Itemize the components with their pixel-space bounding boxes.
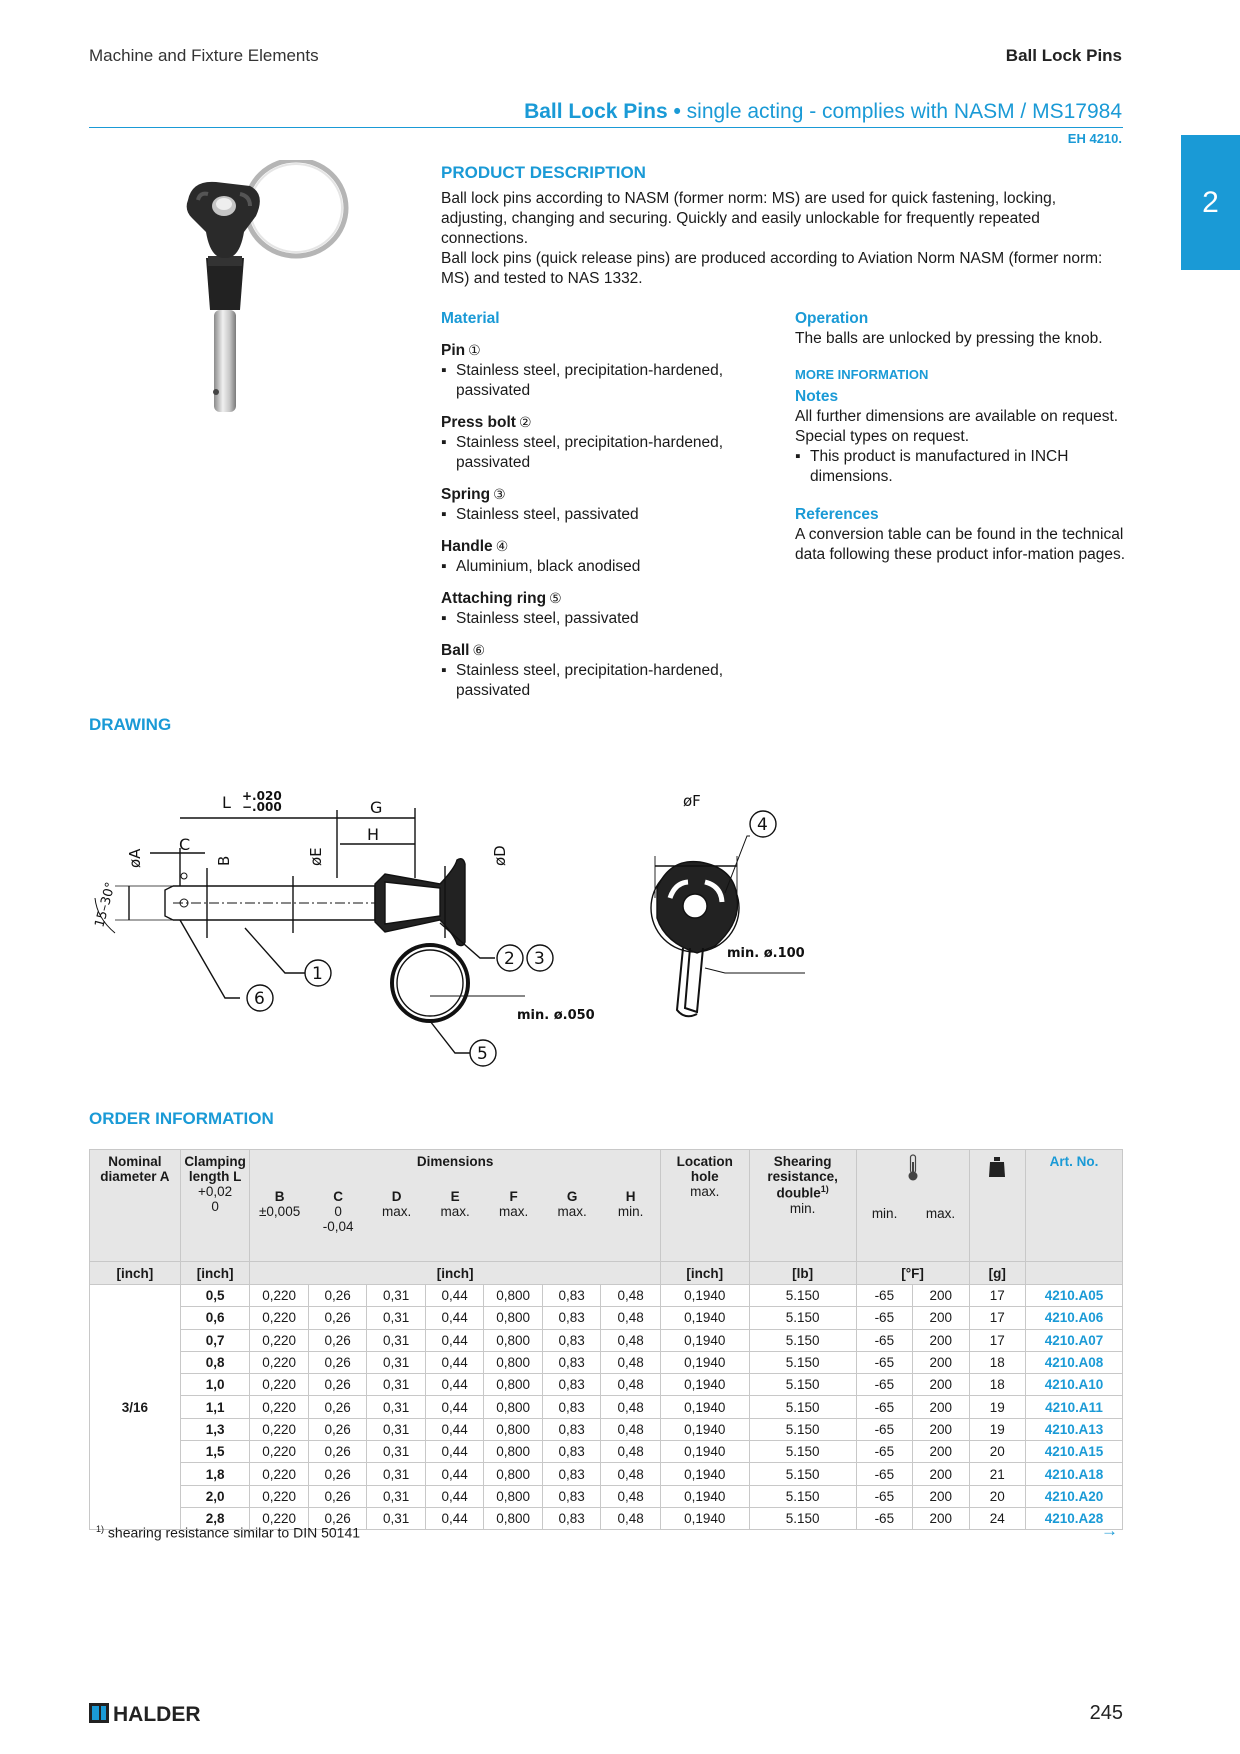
header-B: B ±0,005 [250,1189,309,1234]
header-dimensions [250,1150,661,1262]
cell-E: 0,44 [425,1329,484,1351]
cell-shear: 5.150 [749,1351,856,1373]
cell-tmax: 200 [913,1329,969,1351]
header-G: G max. [543,1189,602,1234]
order-table [89,1149,1123,1530]
cell-C: 0,26 [308,1285,367,1307]
cell-G: 0,83 [542,1307,601,1329]
cell-tmin: -65 [856,1418,912,1440]
next-page-arrow-icon[interactable]: → [1101,1521,1118,1540]
material-bullet: ▪ Aluminium, black anodised [441,557,761,577]
header-temp-min: min. [871,1206,898,1221]
cell-G: 0,83 [542,1329,601,1351]
cell-C: 0,26 [308,1329,367,1351]
header-shearing-sub: min. [789,1200,816,1216]
part-bubble: 4 [757,815,768,835]
cell-G: 0,83 [542,1441,601,1463]
unit-shearing: [lb] [749,1262,856,1285]
cell-F: 0,800 [484,1329,543,1351]
cell-D: 0,31 [367,1485,426,1507]
cell-tmax: 200 [913,1351,969,1373]
cell-F: 0,800 [484,1351,543,1373]
description-text [441,189,1121,289]
cell-B: 0,220 [250,1485,309,1507]
dim-label: G [370,798,383,817]
cell-loc: 0,1940 [660,1396,749,1418]
material-name: Ball [441,642,470,659]
dim-label: min. ø.050 [517,1008,595,1023]
cell-art[interactable]: 4210.A06 [1026,1307,1123,1329]
cell-loc: 0,1940 [660,1307,749,1329]
header-clamping [180,1150,250,1262]
cell-g: 18 [969,1374,1025,1396]
header-clamping-tol1: +0,02 [197,1184,233,1199]
cell-D: 0,31 [367,1396,426,1418]
cell-L: 0,5 [180,1285,250,1307]
header-C: C 0 -0,04 [309,1189,368,1234]
cell-L: 1,8 [180,1463,250,1485]
cell-g: 17 [969,1285,1025,1307]
weight-icon [988,1156,1006,1178]
cell-art[interactable]: 4210.A07 [1026,1329,1123,1351]
cell-C: 0,26 [308,1418,367,1440]
page-number: 245 [1089,1702,1123,1724]
table-row [90,1351,1123,1373]
unit-weight: [g] [969,1262,1025,1285]
references-heading: References [795,506,879,523]
cell-art[interactable]: 4210.A11 [1026,1396,1123,1418]
cell-C: 0,26 [308,1507,367,1529]
material-spring [441,484,761,505]
cell-L: 2,8 [180,1507,250,1529]
cell-D: 0,31 [367,1285,426,1307]
info-column [795,309,1125,565]
cell-tmax: 200 [913,1507,969,1529]
cell-C: 0,26 [308,1396,367,1418]
cell-tmin: -65 [856,1374,912,1396]
cell-B: 0,220 [250,1351,309,1373]
dim-label: C [179,835,191,854]
dim-label: 15–30° [92,880,119,930]
page-title [524,100,1122,124]
header-dimensions-label: Dimensions [416,1154,494,1169]
cell-E: 0,44 [425,1485,484,1507]
material-ball [441,640,761,661]
cell-L: 0,7 [180,1329,250,1351]
pin-tip [165,886,173,920]
cell-L: 0,6 [180,1307,250,1329]
logo-text: HALDER [113,1703,201,1725]
cell-E: 0,44 [425,1507,484,1529]
unit-temperature: [°F] [856,1262,969,1285]
notes-bullet: ▪ This product is manufactured in INCH dimensions. [795,447,1125,487]
cell-B: 0,220 [250,1507,309,1529]
cell-H: 0,48 [601,1396,661,1418]
header-temp-max: max. [925,1206,956,1221]
material-column [441,309,761,701]
cell-B: 0,220 [250,1329,309,1351]
table-row [90,1396,1123,1418]
dim-label: øA [126,848,144,868]
header-shearing [749,1150,856,1262]
cell-B: 0,220 [250,1441,309,1463]
cell-H: 0,48 [601,1507,661,1529]
cell-shear: 5.150 [749,1485,856,1507]
material-heading: Material [441,310,500,327]
cell-F: 0,800 [484,1307,543,1329]
cell-C: 0,26 [308,1374,367,1396]
section-title: Machine and Fixture Elements [89,46,319,65]
part-bubble: 5 [477,1044,488,1064]
table-row [90,1307,1123,1329]
cell-G: 0,83 [542,1485,601,1507]
cell-D: 0,31 [367,1441,426,1463]
table-row [90,1463,1123,1485]
cell-F: 0,800 [484,1485,543,1507]
nominal-diameter-cell: 3/16 [90,1285,181,1530]
cell-H: 0,48 [601,1485,661,1507]
cell-C: 0,26 [308,1441,367,1463]
material-bullet: ▪ Stainless steel, passivated [441,609,761,629]
table-row [90,1418,1123,1440]
cell-B: 0,220 [250,1285,309,1307]
header-nominal: Nominal diameter A [90,1150,181,1262]
header-B-tol: ±0,005 [259,1204,301,1219]
cell-g: 20 [969,1485,1025,1507]
cell-H: 0,48 [601,1374,661,1396]
cell-tmin: -65 [856,1507,912,1529]
technical-drawing [85,748,825,1088]
header-temperature [856,1150,969,1262]
cell-E: 0,44 [425,1463,484,1485]
notes-text-1: All further dimensions are available on request. [795,408,1119,425]
cell-loc: 0,1940 [660,1351,749,1373]
cell-tmax: 200 [913,1485,969,1507]
part-number: ① [468,342,481,358]
cell-art[interactable]: 4210.A10 [1026,1374,1123,1396]
cell-L: 1,1 [180,1396,250,1418]
table-row [90,1329,1123,1351]
cell-g: 19 [969,1418,1025,1440]
cell-g: 21 [969,1463,1025,1485]
cell-L: 2,0 [180,1485,250,1507]
part-bubble: 2 [504,949,515,969]
cell-tmin: -65 [856,1285,912,1307]
page-title-bold: Ball Lock Pins • [524,100,681,123]
cell-shear: 5.150 [749,1307,856,1329]
header-E: E max. [426,1189,485,1234]
cell-E: 0,44 [425,1418,484,1440]
cell-art[interactable]: 4210.A05 [1026,1285,1123,1307]
cell-F: 0,800 [484,1374,543,1396]
unit-art [1026,1262,1123,1285]
cell-shear: 5.150 [749,1329,856,1351]
title-rule [89,127,1123,128]
part-bubble: 1 [312,964,323,984]
header-F: F max. [484,1189,543,1234]
header-location-sub: max. [690,1184,720,1199]
cell-F: 0,800 [484,1396,543,1418]
cell-G: 0,83 [542,1285,601,1307]
header-H-sub: min. [617,1204,644,1219]
part-bubble: 6 [254,989,265,1009]
drawing-heading: DRAWING [89,715,172,734]
references-text: A conversion table can be found in the technical data following these product infor-mation pages. [795,526,1126,563]
cell-G: 0,83 [542,1374,601,1396]
cell-E: 0,44 [425,1396,484,1418]
header-D-sub: max. [381,1204,412,1219]
table-row [90,1285,1123,1307]
cell-E: 0,44 [425,1307,484,1329]
cell-art[interactable]: 4210.A15 [1026,1441,1123,1463]
cell-tmax: 200 [913,1307,969,1329]
header-weight [969,1150,1025,1262]
cell-tmin: -65 [856,1307,912,1329]
header-shearing-sup: 1) [820,1184,829,1194]
description-p2: Ball lock pins (quick release pins) are produced according to Aviation Norm NASM (former norm: MS) and tested to NAS 1332. [441,250,1103,287]
part-bubble: 3 [534,949,545,969]
cell-L: 1,3 [180,1418,250,1440]
cell-D: 0,31 [367,1307,426,1329]
cell-B: 0,220 [250,1463,309,1485]
cell-shear: 5.150 [749,1441,856,1463]
cell-F: 0,800 [484,1507,543,1529]
product-photo [170,160,370,420]
material-name: Spring [441,486,491,503]
header-art-no: Art. No. [1026,1150,1123,1262]
unit-location: [inch] [660,1262,749,1285]
cell-g: 17 [969,1329,1025,1351]
cell-tmax: 200 [913,1374,969,1396]
unit-clamping: [inch] [180,1262,250,1285]
cell-G: 0,83 [542,1507,601,1529]
description-p1: Ball lock pins according to NASM (former norm: MS) are used for quick fastening, locking, adjusting, changing and securing. Quickly and easily unlockable for frequently repeated connections. [441,190,1057,247]
cell-F: 0,800 [484,1463,543,1485]
cell-tmin: -65 [856,1351,912,1373]
header-E-sub: max. [440,1204,470,1219]
cell-shear: 5.150 [749,1463,856,1485]
cell-D: 0,31 [367,1507,426,1529]
cell-G: 0,83 [542,1418,601,1440]
cell-shear: 5.150 [749,1507,856,1529]
order-table-body [90,1285,1123,1530]
chapter-title: Ball Lock Pins [1005,46,1122,65]
cell-H: 0,48 [601,1351,661,1373]
cell-g: 19 [969,1396,1025,1418]
dim-label: +.020 [242,789,282,803]
dim-label: B [215,855,233,866]
cell-shear: 5.150 [749,1374,856,1396]
cell-loc: 0,1940 [660,1418,749,1440]
material-handle [441,536,761,557]
cell-B: 0,220 [250,1418,309,1440]
cell-shear: 5.150 [749,1396,856,1418]
part-number: ④ [495,538,509,554]
operation-text: The balls are unlocked by pressing the knob. [795,330,1103,347]
cell-tmax: 200 [913,1285,969,1307]
material-press-bolt [441,412,761,433]
header-location-label: Location hole [676,1154,733,1184]
part-number: ⑥ [472,642,485,658]
order-heading: ORDER INFORMATION [89,1109,274,1128]
cell-loc: 0,1940 [660,1441,749,1463]
cell-F: 0,800 [484,1285,543,1307]
header-clamping-label: Clamping length L [184,1154,246,1184]
footnote-text: shearing resistance similar to DIN 50141 [104,1524,361,1541]
cell-B: 0,220 [250,1396,309,1418]
notes-text-2: Special types on request. [795,428,970,445]
cell-F: 0,800 [484,1441,543,1463]
cell-shear: 5.150 [749,1285,856,1307]
header-location-hole [660,1150,749,1262]
product-code: EH 4210. [1067,131,1122,146]
footnote [96,1524,360,1541]
cell-L: 1,5 [180,1441,250,1463]
cell-D: 0,31 [367,1418,426,1440]
dim-label: øD [491,845,509,866]
material-bullet: ▪ Stainless steel, passivated [441,505,761,525]
cell-tmin: -65 [856,1396,912,1418]
cell-loc: 0,1940 [660,1485,749,1507]
header-H: H min. [601,1189,660,1234]
cell-G: 0,83 [542,1351,601,1373]
cell-E: 0,44 [425,1351,484,1373]
cell-H: 0,48 [601,1329,661,1351]
header-shearing-label: Shearing resistance, double$^{1)}$ [767,1154,838,1201]
cell-tmax: 200 [913,1441,969,1463]
cell-g: 24 [969,1507,1025,1529]
cell-loc: 0,1940 [660,1374,749,1396]
cell-tmax: 200 [913,1463,969,1485]
dim-label: H [367,825,380,844]
cell-H: 0,48 [601,1418,661,1440]
cell-loc: 0,1940 [660,1285,749,1307]
page-title-rest: single acting - complies with NASM / MS17984 [680,100,1122,123]
material-bullet: ▪ Stainless steel, precipitation-hardened, passivated [441,661,761,701]
cell-D: 0,31 [367,1351,426,1373]
header-C-tol1: 0 [334,1204,342,1219]
cell-C: 0,26 [308,1351,367,1373]
header-D: D max. [367,1189,426,1234]
cell-D: 0,31 [367,1329,426,1351]
cell-L: 1,0 [180,1374,250,1396]
header-G-sub: max. [557,1204,587,1219]
cell-art[interactable]: 4210.A13 [1026,1418,1123,1440]
cell-tmin: -65 [856,1441,912,1463]
chapter-tab[interactable]: 2 [1181,135,1240,270]
cell-H: 0,48 [601,1285,661,1307]
more-info-heading: MORE INFORMATION [795,367,929,382]
halder-logo [89,1701,224,1725]
part-number: ⑤ [549,590,562,606]
table-row [90,1485,1123,1507]
operation-heading: Operation [795,310,869,327]
cell-loc: 0,1940 [660,1329,749,1351]
table-row [90,1441,1123,1463]
cell-E: 0,44 [425,1374,484,1396]
cell-g: 17 [969,1307,1025,1329]
cell-E: 0,44 [425,1285,484,1307]
cell-g: 20 [969,1441,1025,1463]
dim-label: min. ø.100 [727,946,805,961]
material-name: Pin [441,342,466,359]
cell-L: 0,8 [180,1351,250,1373]
description-heading: PRODUCT DESCRIPTION [441,163,646,182]
dim-label: L [222,793,231,812]
header-C-tol2: -0,04 [322,1219,354,1234]
cell-H: 0,48 [601,1463,661,1485]
header-F-sub: max. [498,1204,529,1219]
part-number: ③ [493,486,506,502]
cell-tmax: 200 [913,1396,969,1418]
cell-g: 18 [969,1351,1025,1373]
cell-C: 0,26 [308,1463,367,1485]
table-row [90,1374,1123,1396]
ring [392,945,468,1021]
dim-label: −.000 [242,800,282,814]
cell-shear: 5.150 [749,1418,856,1440]
cell-C: 0,26 [308,1307,367,1329]
cell-D: 0,31 [367,1374,426,1396]
cell-E: 0,44 [425,1441,484,1463]
cell-tmin: -65 [856,1485,912,1507]
cell-tmin: -65 [856,1463,912,1485]
cell-G: 0,83 [542,1396,601,1418]
cell-F: 0,800 [484,1418,543,1440]
cell-art[interactable]: 4210.A08 [1026,1351,1123,1373]
material-name: Press bolt [441,414,516,431]
cell-D: 0,31 [367,1463,426,1485]
dim-label: øE [307,847,325,866]
cell-H: 0,48 [601,1307,661,1329]
cell-loc: 0,1940 [660,1507,749,1529]
cell-G: 0,83 [542,1463,601,1485]
material-name: Handle [441,538,493,555]
dim-label: øF [683,792,701,810]
material-name: Attaching ring [441,590,547,607]
cell-H: 0,48 [601,1441,661,1463]
cell-art[interactable]: 4210.A28 [1026,1507,1123,1529]
part-number: ② [518,414,532,430]
material-bullet: ▪ Stainless steel, precipitation-hardened, passivated [441,433,761,473]
unit-dimensions: [inch] [250,1262,661,1285]
cell-tmin: -65 [856,1329,912,1351]
cell-tmax: 200 [913,1418,969,1440]
cell-loc: 0,1940 [660,1463,749,1485]
footnote-sup: 1) [96,1524,105,1534]
header-clamping-tol2: 0 [211,1199,219,1214]
material-pin [441,340,761,361]
material-attaching-ring [441,588,761,609]
unit-nominal: [inch] [90,1262,181,1285]
cell-art[interactable]: 4210.A20 [1026,1485,1123,1507]
notes-heading: Notes [795,388,839,405]
cell-art[interactable]: 4210.A18 [1026,1463,1123,1485]
cell-B: 0,220 [250,1307,309,1329]
cell-C: 0,26 [308,1485,367,1507]
material-bullet: ▪ Stainless steel, precipitation-hardened, passivated [441,361,761,401]
thermometer-icon [906,1154,920,1182]
cell-B: 0,220 [250,1374,309,1396]
